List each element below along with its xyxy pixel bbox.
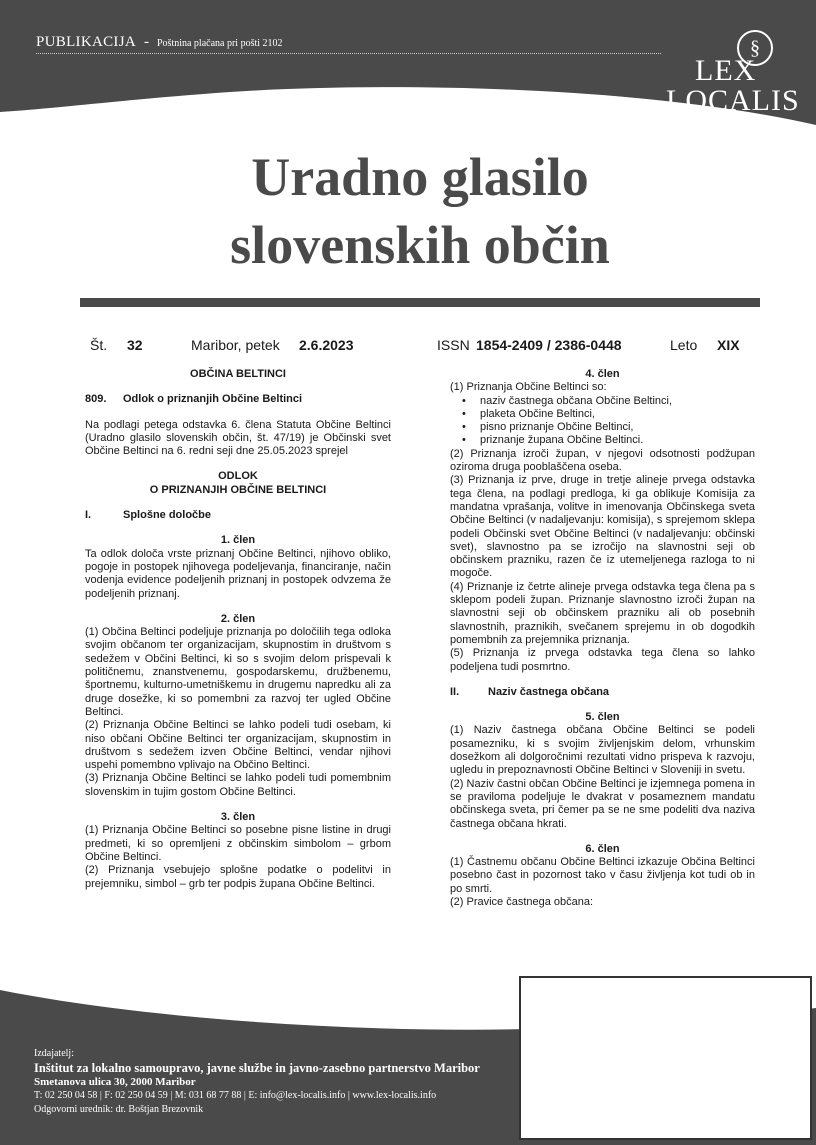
year-label: Leto — [670, 337, 698, 353]
address-label-box — [519, 976, 812, 1140]
issn-label: ISSN — [437, 337, 470, 353]
publication-label: PUBLIKACIJA — [36, 34, 136, 50]
article-paragraph: (1) Priznanja Občine Beltinci so: — [450, 381, 607, 394]
section-title: Naziv častnega občana — [488, 685, 610, 698]
issue-info — [0, 337, 816, 355]
editor-in-chief: Odgovorni urednik: dr. Boštjan Brezovnik — [34, 1104, 204, 1115]
issn-number: 1854-2409 / 2386-0448 — [476, 337, 622, 353]
article-paragraph: (1) Občina Beltinci podeljuje priznanja po določilih tega odloka svojim občanom ter organizacijam, skupnostim in društvom s sedežem v Občini Beltinci, ki so s svojim delom prispevali k političnemu, znanstvenemu, gospodarskemu, družbenemu, športnemu, kulturno-umetniškemu in drugemu napredku ali za druge dosežke, ki so pomembni za razvoj ter ugled Občine Beltinci. — [85, 626, 391, 718]
article-paragraph: (1) Naziv častnega občana Občine Beltinci se podeli posamezniku, ki s svojim življenjskim delom, vrhunskim dosežkom ali dolgoročnimi rezultati vidno prispeva k razvoju, ugledu in prepoznavnosti Občine Beltinci v Sloveniji in svetu. — [450, 724, 755, 777]
act-heading — [85, 393, 391, 406]
masthead-line-1: Uradno glasilo — [251, 147, 589, 207]
paragraph-icon: § — [737, 30, 773, 66]
publication-separator: - — [143, 34, 149, 50]
article-paragraph: (3) Priznanja Občine Beltinci se lahko podeli tudi pomembnim slovenskim in tujim gostom Občine Beltinci. — [85, 772, 391, 798]
article-paragraph: (1) Častnemu občanu Občine Beltinci izkazuje Občina Beltinci posebno čast in pozornost tako v času življenja kot tudi ob in po smrti. — [450, 856, 755, 895]
article-paragraph: (2) Pravice častnega občana: — [450, 895, 594, 908]
list-item: • naziv častnega občana Občine Beltinci, — [470, 395, 755, 408]
issue-number: 32 — [127, 337, 143, 353]
logo-text-localis: LOCALIS — [666, 84, 800, 117]
right-column — [450, 368, 755, 909]
section-heading — [85, 509, 391, 522]
section-title: Splošne določbe — [123, 509, 212, 522]
document-subtitle: O PRIZNANJIH OBČINE BELTINCI — [149, 483, 327, 496]
logo-text-lex: LEX — [695, 54, 757, 87]
article-paragraph: (2) Priznanja vsebujejo splošne podatke o podelitvi in prejemniku, simbol – grb ter podpis župana Občine Beltinci. — [85, 864, 391, 890]
article-paragraph: (4) Priznanje iz četrte alineje prvega odstavka tega člena pa s sklepom podeli župan. Priznanje slavnostno izroči župan na slavnostni seji ob občinskem prazniku ali ob posebnih slavnostnih, praznikih, svečanem sprejemu in ob dogodkih pomembnih za prejemnika priznanja. — [450, 580, 755, 646]
publication-line — [36, 33, 283, 51]
article-paragraph: (3) Priznanja iz prve, druge in tretje alineje prvega odstavka tega člena, na podlagi predloga, ki ga oblikuje Komisija za mandatna vprašanja, volitve in imenovanja Občinskega sveta Občine Beltinci (v nadaljevanju: komisija), s sprejemom sklepa podeli Občinski svet Občine Beltinci (v nadaljevanju: občinski svet), slavnostno pa se izročijo na slavnostni seji ob občinskem prazniku, razen če iz utemeljenega razloga to ni mogoče. — [450, 474, 755, 580]
masthead-rule — [80, 298, 760, 307]
section-number: II. — [450, 685, 460, 698]
postage-note: Poštnina plačana pri pošti 2102 — [156, 38, 283, 49]
publisher-info — [34, 1047, 480, 1117]
article-heading: 6. člen — [585, 842, 620, 855]
dotted-divider — [36, 53, 661, 54]
issue-date: 2.6.2023 — [299, 337, 354, 353]
masthead-line-2: slovenskih občin — [230, 215, 610, 275]
masthead-title — [80, 143, 760, 279]
left-column — [85, 368, 391, 891]
article-paragraph: Ta odlok določa vrste priznanj Občine Beltinci, njihovo obliko, pogoje in postopek njihovega podeljevanja, financiranje, način vodenja evidence podeljenih priznanj in postopek odvzema že podeljenih priznanj. — [85, 547, 391, 600]
article-paragraph: (5) Priznanja iz prvega odstavka tega člena so lahko podeljena tudi posmrtno. — [450, 647, 755, 673]
municipality-heading: OBČINA BELTINCI — [190, 368, 286, 380]
issue-number-label: Št. — [90, 337, 108, 353]
article-paragraph: (2) Priznanja izroči župan, v njegovi odsotnosti podžupan oziroma druga pooblaščena oseba. — [450, 447, 755, 474]
article-paragraph: (2) Naziv častni občan Občine Beltinci je izjemnega pomena in se praviloma podeljuje le dvakrat v posameznem mandatu občinskega sveta, pri čemer pa se ne sme podeliti dva naziva častnega občana hkrati. — [450, 777, 755, 830]
list-item: • pisno priznanje Občine Beltinci, — [470, 421, 755, 434]
article-heading: 2. člen — [220, 612, 256, 625]
act-number: 809. — [85, 393, 107, 406]
act-title: Odlok o priznanjih Občine Beltinci — [123, 393, 303, 406]
article-heading: 3. člen — [220, 811, 256, 824]
award-list — [450, 395, 755, 448]
article-paragraph: (2) Priznanja Občine Beltinci se lahko podeli tudi osebam, ki niso občani Občine Beltinci ter organizacijam, skupnostim in društvom s sedežem izven Občine Beltinci, vendar njihovi uspehi pomembno vplivajo na Občino Beltinci. — [85, 719, 391, 772]
publisher-address: Smetanova ulica 30, 2000 Maribor — [34, 1076, 196, 1088]
article-paragraph: (1) Priznanja Občine Beltinci so posebne pisne listine in drugi predmeti, ki so opremljeni z občinskim simbolom – grbom Občine Beltinci. — [85, 824, 391, 863]
publisher-contacts: T: 02 250 04 58 | F: 02 250 04 59 | M: 031 68 77 88 | E: info@lex-localis.info | www.lex-localis.info — [34, 1090, 437, 1101]
year-value: XIX — [717, 337, 740, 353]
section-number: I. — [85, 509, 92, 522]
issue-place-day: Maribor, petek — [191, 337, 280, 353]
publisher-label: Izdajatelj: — [34, 1048, 74, 1059]
article-heading: 1. člen — [220, 534, 256, 547]
article-heading: 5. člen — [585, 711, 620, 724]
list-item: • priznanje župana Občine Beltinci. — [470, 434, 755, 447]
lex-localis-logo — [660, 30, 800, 120]
publisher-name: Inštitut za lokalno samoupravo, javne službe in javno-zasebno partnerstvo Maribor — [34, 1061, 480, 1075]
list-item: • plaketa Občine Beltinci, — [470, 408, 755, 421]
document-title: ODLOK — [218, 470, 258, 483]
section-heading — [450, 686, 755, 699]
article-heading: 4. člen — [585, 368, 620, 380]
preamble: Na podlagi petega odstavka 6. člena Statuta Občine Beltinci (Uradno glasilo slovenskih občin, št. 47/19) je Občinski svet Občine Beltinci na 6. redni seji dne 25.05.2023 sprejel — [85, 418, 391, 458]
